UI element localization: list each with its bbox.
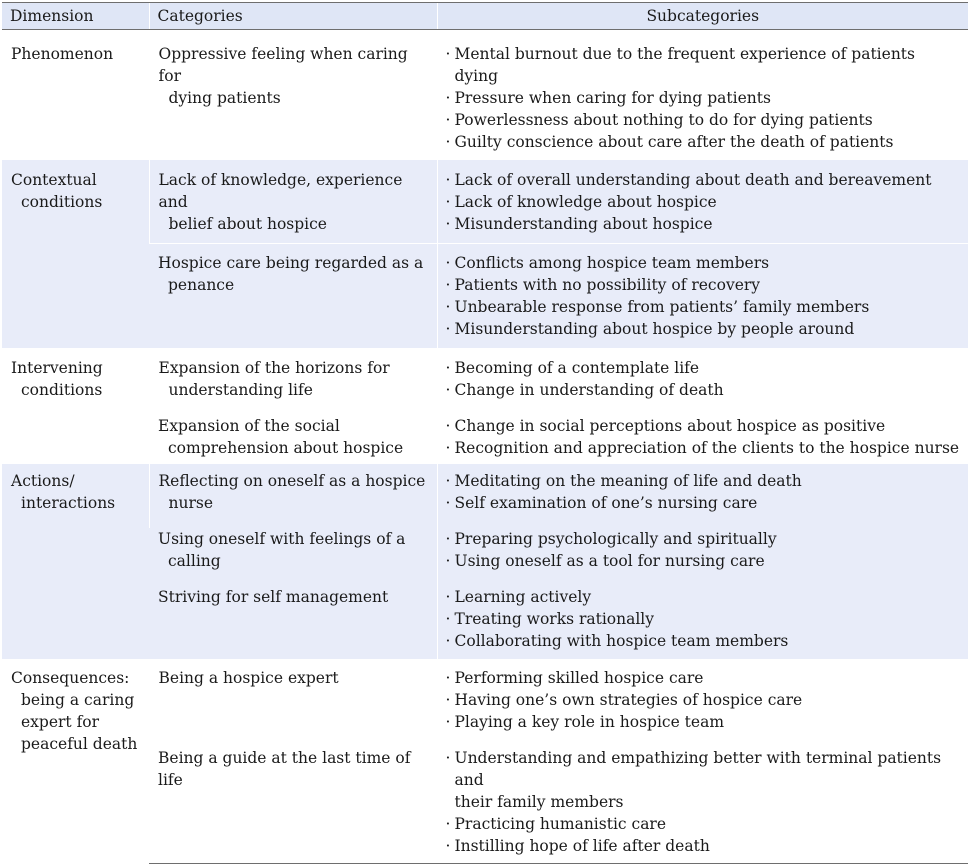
bullet: · — [445, 552, 451, 570]
subcategory-item: · Misunderstanding about hospice by people around — [445, 320, 855, 338]
bullet: · — [445, 749, 451, 767]
category-line: Oppressive feeling when caring for — [158, 45, 408, 85]
bullet: · — [445, 472, 451, 490]
subcategory-item: · Unbearable response from patients’ family members — [445, 298, 870, 316]
bullet: · — [445, 588, 451, 606]
bullet: · — [445, 669, 451, 687]
category-cell — [149, 30, 437, 161]
category-cell — [149, 528, 437, 586]
category-cell — [149, 464, 437, 528]
category-line: Using oneself with feelings of a — [158, 530, 406, 548]
dimension-line: Actions/ — [11, 472, 75, 490]
dimension-line: being a caring — [21, 691, 135, 709]
bullet: · — [445, 494, 451, 512]
subcategory-item: · Learning actively — [445, 588, 592, 606]
category-line: calling — [168, 552, 221, 570]
dimension-cell — [2, 348, 149, 464]
subcategory-item: · Lack of overall understanding about death and bereavement — [445, 171, 932, 189]
bullet: · — [445, 254, 451, 272]
table-row — [2, 160, 968, 244]
dimension-line: Phenomenon — [11, 45, 114, 63]
subcategory-item: · Powerlessness about nothing to do for dying patients — [445, 111, 873, 129]
subcategory-item: · Instilling hope of life after death — [445, 837, 710, 855]
bullet: · — [445, 193, 451, 211]
dimension-line: Intervening — [11, 359, 103, 377]
subcategory-cell — [437, 659, 968, 747]
subcategory-item: · Misunderstanding about hospice — [445, 215, 713, 233]
group-phenomenon — [2, 30, 968, 161]
group-contextual-conditions — [2, 160, 968, 348]
subcategory-cell — [437, 160, 968, 244]
category-line: understanding life — [168, 381, 313, 399]
subcategory-item: · Preparing psychologically and spiritually — [445, 530, 777, 548]
bullet: · — [445, 111, 451, 129]
grounded-theory-table — [2, 2, 968, 864]
bullet: · — [445, 276, 451, 294]
bullet: · — [445, 439, 451, 457]
table-row — [2, 464, 968, 528]
category-line: Being a guide at the last time of life — [158, 749, 411, 789]
bullet: · — [445, 133, 451, 151]
subcategory-item: · Guilty conscience about care after the death of patients — [445, 133, 894, 151]
dimension-line: Consequences: — [11, 669, 130, 687]
category-line: Expansion of the horizons for — [158, 359, 390, 377]
bullet: · — [445, 417, 451, 435]
subcategory-item: · Conflicts among hospice team members — [445, 254, 770, 272]
bullet: · — [445, 298, 451, 316]
subcategory-item: · Practicing humanistic care — [445, 815, 667, 833]
bullet: · — [445, 837, 451, 855]
category-line: Expansion of the social — [158, 417, 340, 435]
dimension-line: peaceful death — [21, 735, 138, 753]
bullet: · — [445, 632, 451, 650]
category-line: dying patients — [168, 89, 281, 107]
category-cell — [149, 586, 437, 659]
bullet: · — [445, 359, 451, 377]
subcategory-cell — [437, 528, 968, 586]
subcategory-item: · Self examination of one’s nursing care — [445, 494, 758, 512]
subcategory-item: · Collaborating with hospice team members — [445, 632, 789, 650]
subcategory-cell — [437, 348, 968, 415]
dimension-cell — [2, 659, 149, 864]
subcategory-item: · Understanding and empathizing better with terminal patients and — [445, 749, 942, 789]
bullet: · — [445, 691, 451, 709]
bullet: · — [445, 610, 451, 628]
dimension-line: interactions — [21, 494, 116, 512]
dimension-line: Contextual — [11, 171, 97, 189]
table-row — [2, 348, 968, 415]
dimension-cell — [2, 464, 149, 659]
dimension-cell — [2, 160, 149, 348]
category-cell — [149, 348, 437, 415]
group-consequences — [2, 659, 968, 864]
subcategory-item-continuation: their family members — [454, 793, 624, 811]
subcategory-item: · Having one’s own strategies of hospice care — [445, 691, 803, 709]
bullet: · — [445, 815, 451, 833]
subcategory-item: · Mental burnout due to the frequent experience of patients dying — [445, 45, 915, 85]
category-cell — [149, 659, 437, 747]
subcategory-cell — [437, 464, 968, 528]
bullet: · — [445, 171, 451, 189]
bullet: · — [445, 381, 451, 399]
header-categories: Categories — [149, 3, 437, 30]
group-intervening-conditions — [2, 348, 968, 464]
bullet: · — [445, 45, 451, 63]
category-line: nurse — [168, 494, 214, 512]
category-cell — [149, 244, 437, 349]
subcategory-item: · Becoming of a contemplate life — [445, 359, 700, 377]
subcategory-item: · Change in understanding of death — [445, 381, 724, 399]
subcategory-item: · Lack of knowledge about hospice — [445, 193, 717, 211]
bullet: · — [445, 89, 451, 107]
category-cell — [149, 160, 437, 244]
category-line: Lack of knowledge, experience and — [158, 171, 403, 211]
category-cell — [149, 747, 437, 864]
category-line: comprehension about hospice — [168, 439, 404, 457]
subcategory-item: · Using oneself as a tool for nursing care — [445, 552, 765, 570]
subcategory-item: · Change in social perceptions about hospice as positive — [445, 417, 886, 435]
dimension-line: conditions — [21, 193, 103, 211]
dimension-line: expert for — [21, 713, 100, 731]
category-line: Reflecting on oneself as a hospice — [158, 472, 426, 490]
category-line: Being a hospice expert — [158, 669, 339, 687]
category-cell — [149, 415, 437, 464]
bullet: · — [445, 320, 451, 338]
group-actions-interactions — [2, 464, 968, 659]
header-row — [2, 3, 968, 30]
subcategory-item: · Patients with no possibility of recovery — [445, 276, 761, 294]
bullet: · — [445, 530, 451, 548]
subcategory-item: · Performing skilled hospice care — [445, 669, 704, 687]
subcategory-item: · Treating works rationally — [445, 610, 655, 628]
subcategory-item: · Playing a key role in hospice team — [445, 713, 725, 731]
subcategory-cell — [437, 747, 968, 864]
header-dimension: Dimension — [2, 3, 149, 30]
category-line: penance — [168, 276, 235, 294]
category-line: belief about hospice — [168, 215, 327, 233]
category-line: Striving for self management — [158, 588, 389, 606]
subcategory-item: · Meditating on the meaning of life and death — [445, 472, 802, 490]
subcategory-item: · Recognition and appreciation of the clients to the hospice nurse — [445, 439, 960, 457]
subcategory-cell — [437, 30, 968, 161]
table-row — [2, 30, 968, 161]
subcategory-item: · Pressure when caring for dying patients — [445, 89, 771, 107]
category-line: Hospice care being regarded as a — [158, 254, 424, 272]
dimension-line: conditions — [21, 381, 103, 399]
dimension-cell — [2, 30, 149, 161]
subcategory-cell — [437, 586, 968, 659]
bullet: · — [445, 215, 451, 233]
subcategory-cell — [437, 415, 968, 464]
header-subcategories: Subcategories — [437, 3, 968, 30]
subcategory-cell — [437, 244, 968, 349]
table-row — [2, 659, 968, 747]
bullet: · — [445, 713, 451, 731]
